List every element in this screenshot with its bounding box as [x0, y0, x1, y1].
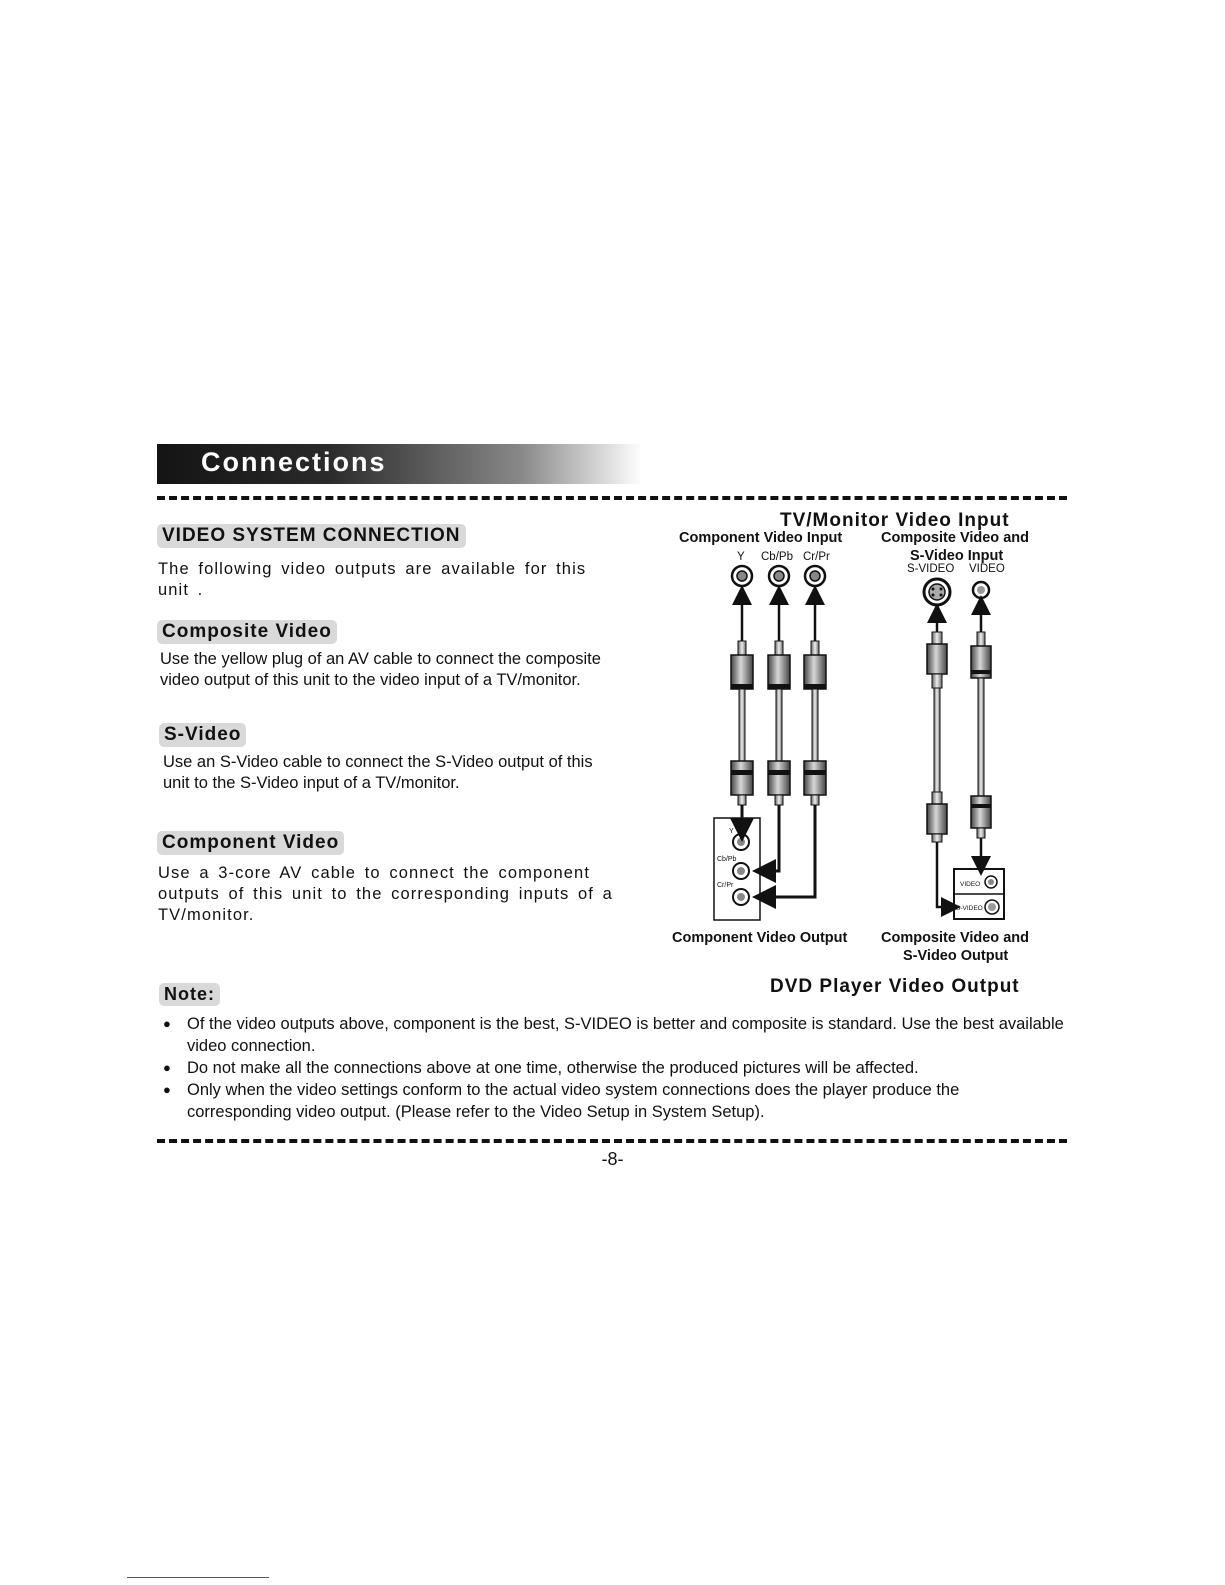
- note-heading: Note:: [159, 983, 220, 1006]
- panel-cb-label: Cb/Pb: [717, 856, 737, 863]
- component-input-label: Component Video Input: [679, 530, 843, 546]
- panel-jack-video: [985, 876, 997, 888]
- tv-jack-y: [732, 566, 752, 586]
- panel-svideo-label: S-VIDEO: [956, 905, 983, 912]
- jack-y-label: Y: [737, 551, 745, 563]
- footer-underline: [127, 1577, 269, 1578]
- svideo-cable: [927, 632, 947, 842]
- composite-output-label-1: Composite Video and: [881, 930, 1029, 946]
- bottom-divider: [157, 1139, 1067, 1143]
- diagram-top-title: TV/Monitor Video Input: [780, 510, 1010, 531]
- page-number: -8-: [601, 1149, 624, 1169]
- composite-text: Use the yellow plug of an AV cable to connect the composite video output of this unit to the video input of a TV/monitor.: [160, 650, 601, 689]
- panel-jack-cb: [733, 863, 749, 879]
- panel-cr-label: Cr/Pr: [717, 882, 734, 889]
- video-system-heading: VIDEO SYSTEM CONNECTION: [157, 524, 466, 548]
- component-cable-y: [731, 641, 753, 805]
- diagram-bottom-title: DVD Player Video Output: [770, 976, 1020, 997]
- component-cable-cr: [804, 641, 826, 805]
- component-output-label: Component Video Output: [672, 930, 848, 946]
- composite-output-label-2: S-Video Output: [903, 948, 1009, 964]
- video-cable: [971, 632, 991, 838]
- section-title: Connections: [201, 447, 387, 477]
- note-list: [157, 1013, 1067, 1123]
- jack-cb-label: Cb/Pb: [761, 551, 793, 563]
- jack-cr-label: Cr/Pr: [803, 551, 830, 563]
- panel-jack-cr: [733, 889, 749, 905]
- tv-jack-video: [973, 582, 989, 598]
- svideo-heading: S-Video: [159, 723, 246, 747]
- note-item: ● Of the video outputs above, component is the best, S-VIDEO is better and composite is standard. Use the best available video connection.: [157, 1013, 1067, 1057]
- tv-jack-cr: [805, 566, 825, 586]
- video-system-intro: The following video outputs are available for this unit .: [158, 560, 587, 599]
- panel-jack-y: [733, 834, 749, 850]
- jack-svideo-label: S-VIDEO: [907, 563, 955, 575]
- composite-heading: Composite Video: [157, 620, 337, 644]
- panel-video-label: VIDEO: [960, 881, 981, 888]
- tv-jack-cb: [769, 566, 789, 586]
- jack-video-label: VIDEO: [969, 563, 1005, 575]
- note-item: ● Do not make all the connections above at one time, otherwise the produced pictures will be affected.: [157, 1057, 1067, 1079]
- panel-y-label: Y: [729, 828, 734, 835]
- note-item: ● Only when the video settings conform to the actual video system connections does the player produce the corresponding video output. (Please refer to the Video Setup in System Setup).: [157, 1079, 1067, 1123]
- panel-jack-svideo: [985, 900, 999, 914]
- composite-input-label-2: S-Video Input: [910, 548, 1004, 564]
- composite-input-label-1: Composite Video and: [881, 530, 1029, 546]
- tv-jack-svideo: [924, 579, 950, 605]
- svideo-text: Use an S-Video cable to connect the S-Video output of this unit to the S-Video input of a TV/monitor.: [163, 753, 593, 792]
- component-cable-cb: [768, 641, 790, 805]
- component-heading: Component Video: [157, 831, 344, 855]
- component-text: Use a 3-core AV cable to connect the component outputs of this unit to the corresponding inputs of a TV/monitor.: [158, 864, 613, 924]
